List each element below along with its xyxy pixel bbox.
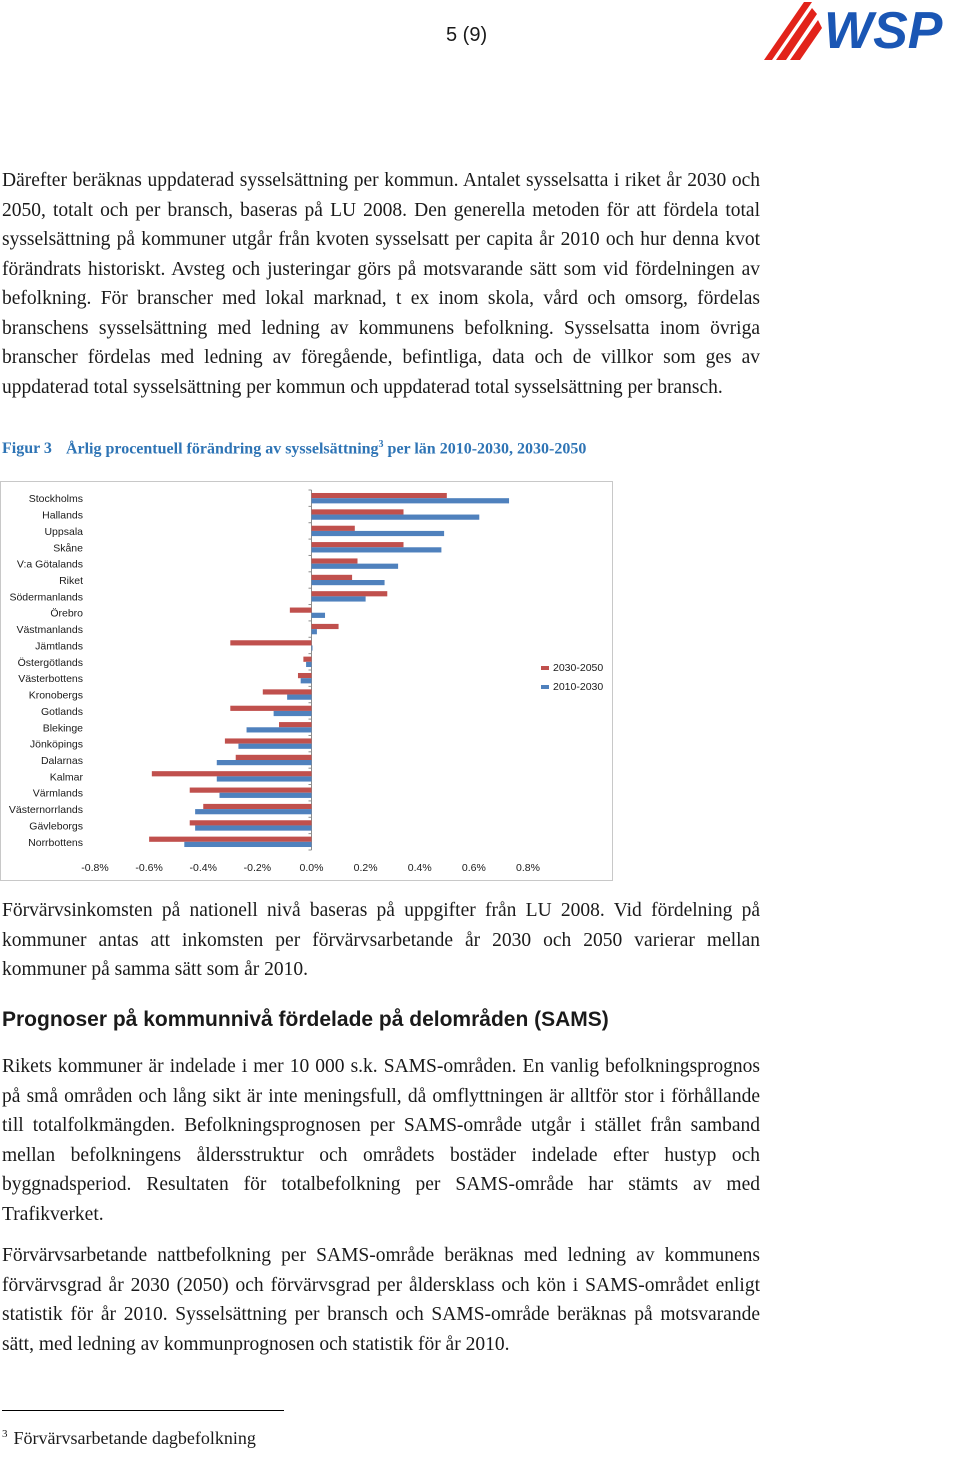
bar-2030-2050 bbox=[312, 591, 388, 596]
bar-2010-2030 bbox=[217, 776, 312, 781]
category-label: Södermanlands bbox=[9, 591, 83, 604]
bar-2030-2050 bbox=[312, 575, 353, 580]
employment-change-bar-chart bbox=[0, 481, 614, 881]
bar-2010-2030 bbox=[312, 515, 480, 520]
bar-2010-2030 bbox=[312, 613, 326, 618]
bar-2030-2050 bbox=[312, 624, 339, 629]
bar-2030-2050 bbox=[279, 722, 311, 727]
category-label: Stockholms bbox=[28, 493, 83, 506]
bar-2030-2050 bbox=[312, 526, 355, 531]
x-tick-label: 0.2% bbox=[353, 862, 378, 874]
category-label: V:a Götalands bbox=[16, 558, 83, 571]
bar-2010-2030 bbox=[312, 580, 385, 585]
category-label: Östergötlands bbox=[17, 656, 83, 669]
category-label: Kronobergs bbox=[28, 689, 83, 702]
x-tick-label: 0.6% bbox=[461, 862, 486, 874]
paragraph-income: Förvärvsinkomsten på nationell nivå baseras på uppgifter från LU 2008. Vid fördelning på kommuner antas att inkomsten per förvärvsarbetande år 2030 och 2050 varierar mellan kommuner på samma sätt som år 2010. bbox=[2, 900, 760, 980]
category-label: Jönköpings bbox=[29, 738, 83, 751]
legend-label: 2030-2050 bbox=[553, 662, 604, 674]
category-label: Dalarnas bbox=[40, 755, 83, 767]
category-label: Riket bbox=[59, 575, 83, 587]
bar-2010-2030 bbox=[312, 629, 317, 634]
figure-label: Figur 3 bbox=[2, 440, 52, 458]
bar-2010-2030 bbox=[195, 825, 311, 830]
bar-2030-2050 bbox=[190, 788, 312, 793]
bar-2030-2050 bbox=[312, 509, 404, 514]
legend-label: 2010-2030 bbox=[553, 681, 604, 693]
logo-mark bbox=[764, 2, 822, 60]
footnote-text: Förvärvsarbetande dagbefolkning bbox=[13, 1428, 256, 1448]
category-label: Västernorrlands bbox=[8, 804, 83, 817]
x-tick-label: 0.4% bbox=[407, 862, 432, 874]
x-tick-label: -0.6% bbox=[135, 862, 163, 874]
legend-swatch bbox=[541, 666, 549, 670]
category-label: Kalmar bbox=[49, 771, 83, 784]
bar-2030-2050 bbox=[230, 640, 311, 645]
footnote bbox=[2, 1428, 256, 1449]
category-label: Hallands bbox=[42, 509, 83, 522]
paragraph-sams-areas: Rikets kommuner är indelade i mer 10 000 s.k. SAMS-områden. En vanlig befolkningsprognos på små områden och lång sikt är inte meningsfull, då omflyttningen är alltför stor i förhållande till totalfolkmängden. Befolkningsprognosen per SAMS-område utgår i stället från samband mellan befolkningens åldersstruktur och områdets bostäder indelade efter hustyp och byggnadsperiod. Resultaten för totalbefolkning per SAMS-område har stämts av med Trafikverket. bbox=[2, 1056, 760, 1225]
category-label: Värmlands bbox=[32, 787, 83, 800]
bar-2030-2050 bbox=[263, 689, 312, 694]
bar-2010-2030 bbox=[195, 809, 311, 814]
bar-2030-2050 bbox=[152, 771, 312, 776]
bar-2010-2030 bbox=[238, 744, 311, 749]
figure-caption bbox=[2, 439, 586, 458]
bar-2010-2030 bbox=[219, 793, 311, 798]
bar-2030-2050 bbox=[312, 493, 447, 498]
x-tick-label: 0.0% bbox=[299, 862, 324, 874]
page-number: 5 (9) bbox=[446, 24, 488, 46]
bar-2030-2050 bbox=[203, 804, 311, 809]
bar-2030-2050 bbox=[230, 706, 311, 711]
category-label: Uppsala bbox=[44, 525, 83, 538]
bar-2030-2050 bbox=[149, 837, 311, 842]
bar-2030-2050 bbox=[298, 673, 312, 678]
bar-2030-2050 bbox=[312, 542, 404, 547]
bar-2010-2030 bbox=[312, 547, 442, 552]
paragraph-employment-method: Därefter beräknas uppdaterad sysselsättning per kommun. Antalet sysselsatta i riket år 2030 och 2050, totalt och per bransch, baseras på LU 2008. Den generella metoden för att fördela total sysselsättning på kommuner utgår från kvoten sysselsatt per capita år 2010 och hur denna kvot förändrats historiskt. Avsteg och justeringar görs på motsvarande sätt som vid fördelningen av befolkning. För branscher med lokal marknad, t ex inom skola, vård och omsorg, fördelas branschens sysselsättning med ledning av kommunens befolkning. Sysselsatta inom övriga branscher fördelas med ledning av föregående, befintliga, data och de villkor som ges av uppdaterad total sysselsättning per kommun och uppdaterad total sysselsättning per bransch. bbox=[2, 170, 760, 398]
bar-2010-2030 bbox=[287, 695, 311, 700]
bar-2010-2030 bbox=[312, 645, 313, 650]
category-label: Gävleborgs bbox=[29, 820, 83, 833]
footnote-reference: 3 bbox=[378, 439, 384, 450]
bar-2030-2050 bbox=[303, 657, 311, 662]
figure-title: Årlig procentuell förändring av sysselsättning bbox=[65, 440, 379, 458]
x-tick-label: 0.8% bbox=[516, 862, 540, 874]
category-label: Blekinge bbox=[42, 722, 83, 735]
bar-2030-2050 bbox=[225, 738, 312, 743]
bar-2030-2050 bbox=[290, 608, 312, 613]
x-tick-label: -0.2% bbox=[243, 862, 272, 874]
category-label: Gotlands bbox=[40, 705, 83, 718]
footnote-number: 3 bbox=[2, 1428, 8, 1440]
x-tick-label: -0.8% bbox=[81, 862, 109, 874]
bar-2010-2030 bbox=[247, 727, 312, 732]
bar-2010-2030 bbox=[312, 531, 445, 536]
bar-2010-2030 bbox=[274, 711, 312, 716]
paragraph-sams-employment: Förvärvsarbetande nattbefolkning per SAMS-område beräknas med ledning av kommunens förvärvsgrad år 2030 (2050) och förvärvsgrad per åldersklass och kön i SAMS-området enligt statistik för år 2010. Sysselsättning per bransch och SAMS-område beräknas på motsvarande sätt, med ledning av kommunprognosen och statistik för år 2010. bbox=[2, 1245, 760, 1355]
category-label: Västerbottens bbox=[18, 673, 83, 686]
bar-2010-2030 bbox=[312, 564, 399, 569]
bar-2010-2030 bbox=[306, 662, 311, 667]
bar-2030-2050 bbox=[190, 820, 312, 825]
bar-2010-2030 bbox=[312, 498, 510, 503]
footnote-divider bbox=[2, 1410, 284, 1411]
figure-title-suffix: per län 2010-2030, 2030-2050 bbox=[383, 440, 587, 458]
category-label: Skåne bbox=[53, 542, 83, 555]
bar-2030-2050 bbox=[312, 558, 358, 563]
wsp-logo bbox=[762, 0, 960, 66]
x-tick-label: -0.4% bbox=[189, 862, 217, 874]
category-label: Norrbottens bbox=[28, 836, 83, 849]
category-label: Västmanlands bbox=[16, 624, 83, 637]
bar-2010-2030 bbox=[312, 596, 366, 601]
bar-2010-2030 bbox=[184, 842, 311, 847]
bar-2010-2030 bbox=[301, 678, 312, 683]
bar-2030-2050 bbox=[236, 755, 312, 760]
category-label: Jämtlands bbox=[35, 640, 83, 653]
section-heading: Prognoser på kommunnivå fördelade på delområden (SAMS) bbox=[2, 1008, 609, 1031]
legend-swatch bbox=[541, 685, 549, 689]
bar-2010-2030 bbox=[217, 760, 312, 765]
category-label: Örebro bbox=[50, 607, 83, 620]
logo-text: WSP bbox=[824, 2, 943, 60]
